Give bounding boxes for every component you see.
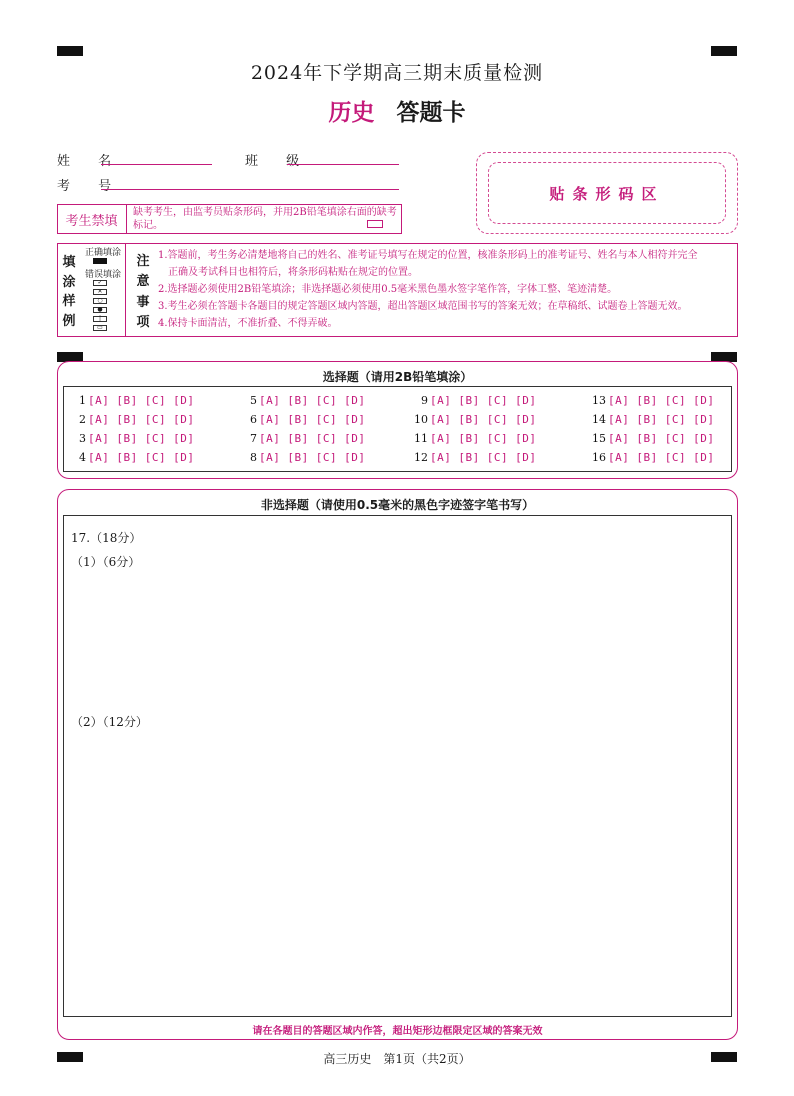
fill-example-title [57, 243, 81, 337]
answer-bubble-a[interactable]: [A] [430, 394, 452, 407]
answer-bubble-d[interactable]: [D] [693, 451, 715, 464]
answer-bubble-a[interactable]: [A] [608, 413, 630, 426]
note-item: 2.选择题必须使用2B铅笔填涂；非选择题必须使用0.5毫米黑色墨水签字笔作答，字体工整、笔迹清楚。 [158, 284, 618, 295]
question-number: 7 [250, 432, 257, 445]
answer-bubble-d[interactable]: [D] [515, 413, 537, 426]
answer-bubble-c[interactable]: [C] [664, 451, 687, 464]
card-name: 答题卡 [396, 99, 466, 126]
notes-title-char: 意 [136, 274, 150, 290]
question-number: 4 [79, 451, 86, 464]
answer-bubble-a[interactable]: [A] [608, 394, 630, 407]
fill-title-char: 填 [62, 255, 76, 271]
answer-bubble-a[interactable]: [A] [430, 432, 452, 445]
question-number: 13 [592, 394, 606, 407]
fill-samples [80, 243, 126, 337]
free-response-title: 非选择题（请使用0.5毫米的黑色字迹签字笔书写） [260, 498, 535, 512]
correct-fill-label: 正确填涂 [84, 248, 121, 258]
answer-bubble-c[interactable]: [C] [315, 413, 338, 426]
notes-title-char: 事 [136, 294, 150, 310]
question-row [404, 451, 544, 464]
answer-bubble-d[interactable]: [D] [344, 432, 366, 445]
question-row [582, 451, 722, 464]
note-item: 1.答题前，考生务必清楚地将自己的姓名、准考证号填写在规定的位置，核准条形码上的准考证号、姓名与本人相符并完全 [158, 250, 698, 261]
answer-bubble-a[interactable]: [A] [88, 394, 110, 407]
question-number: 15 [592, 432, 606, 445]
answer-bubble-b[interactable]: [B] [458, 451, 480, 464]
answer-bubble-c[interactable]: [C] [315, 394, 338, 407]
question-number: 11 [414, 432, 428, 445]
notes-title [131, 243, 155, 337]
question-row [233, 451, 373, 464]
question-row [404, 394, 544, 407]
correct-fill-sample [93, 258, 107, 264]
answer-bubble-b[interactable]: [B] [458, 432, 480, 445]
answer-bubble-c[interactable]: [C] [315, 451, 338, 464]
question-number: 1 [79, 394, 86, 407]
question-number: 16 [592, 451, 606, 464]
answer-bubble-d[interactable]: [D] [515, 451, 537, 464]
question-row [62, 451, 202, 464]
answer-bubble-b[interactable]: [B] [116, 394, 138, 407]
question-row [582, 413, 722, 426]
answer-bubble-b[interactable]: [B] [287, 413, 309, 426]
answer-bubble-d[interactable]: [D] [173, 394, 195, 407]
answer-bubble-b[interactable]: [B] [636, 432, 658, 445]
question-row [404, 413, 544, 426]
question-row [62, 413, 202, 426]
answer-bubble-c[interactable]: [C] [486, 451, 509, 464]
answer-bubble-d[interactable]: [D] [173, 432, 195, 445]
answer-bubble-d[interactable]: [D] [515, 432, 537, 445]
answer-bubble-d[interactable]: [D] [693, 432, 715, 445]
answer-bubble-b[interactable]: [B] [636, 451, 658, 464]
answer-bubble-b[interactable]: [B] [116, 413, 138, 426]
question-number: 8 [250, 451, 257, 464]
answer-bubble-b[interactable]: [B] [287, 432, 309, 445]
wrong-fill-sample-cross: ✕ [93, 289, 107, 295]
question-17-part-1: （1）（6分） [71, 555, 141, 569]
fill-title-char: 涂 [62, 274, 76, 290]
answer-bubble-b[interactable]: [B] [116, 432, 138, 445]
answer-bubble-d[interactable]: [D] [344, 413, 366, 426]
question-number: 12 [414, 451, 428, 464]
question-number: 14 [592, 413, 606, 426]
question-number: 2 [79, 413, 86, 426]
question-row [404, 432, 544, 445]
answer-bubble-c[interactable]: [C] [486, 432, 509, 445]
answer-bubble-d[interactable]: [D] [693, 394, 715, 407]
answer-bubble-a[interactable]: [A] [430, 413, 452, 426]
question-17-label: 17.（18分） [71, 531, 142, 545]
barcode-zone[interactable]: 贴条形码区 [488, 162, 726, 224]
answer-bubble-b[interactable]: [B] [636, 394, 658, 407]
wrong-fill-sample-partial: ▭ [93, 325, 107, 331]
answer-bubble-d[interactable]: [D] [515, 394, 537, 407]
question-row [62, 394, 202, 407]
fill-title-char: 例 [62, 313, 76, 329]
note-item: 4.保持卡面清洁，不准折叠、不得弄破。 [158, 318, 338, 329]
answer-bubble-b[interactable]: [B] [287, 394, 309, 407]
answer-bubble-a[interactable]: [A] [88, 432, 110, 445]
notes-list [158, 247, 736, 332]
answer-bubble-a[interactable]: [A] [259, 394, 281, 407]
exam-title: 2024年下学期高三期末质量检测 [250, 62, 544, 84]
question-number: 10 [414, 413, 428, 426]
question-row [582, 432, 722, 445]
question-17-part-2: （2）（12分） [71, 715, 148, 729]
answer-bubble-a[interactable]: [A] [259, 432, 281, 445]
question-number: 3 [79, 432, 86, 445]
question-number: 5 [250, 394, 257, 407]
question-row [582, 394, 722, 407]
answer-bubble-d[interactable]: [D] [173, 451, 195, 464]
note-item: 3.考生必须在答题卡各题目的规定答题区域内答题，超出答题区域范围书写的答案无效；在草稿纸、试题卷上答题无效。 [158, 301, 688, 312]
wrong-fill-sample-check: ✓ [93, 280, 107, 286]
answer-bubble-c[interactable]: [C] [664, 432, 687, 445]
answer-bubble-b[interactable]: [B] [287, 451, 309, 464]
multiple-choice-title: 选择题（请用2B铅笔填涂） [322, 370, 473, 384]
answer-area-warning: 请在各题目的答题区域内作答，超出矩形边框限定区域的答案无效 [252, 1026, 543, 1037]
answer-area[interactable] [63, 515, 732, 1017]
answer-bubble-b[interactable]: [B] [458, 413, 480, 426]
wrong-fill-sample-line: | [93, 316, 107, 322]
name-field[interactable] [101, 164, 212, 165]
answer-bubble-b[interactable]: [B] [636, 413, 658, 426]
answer-bubble-a[interactable]: [A] [608, 432, 630, 445]
question-row [233, 432, 373, 445]
absent-label: 考生禁填 [57, 204, 127, 234]
exam-number-field[interactable] [101, 189, 399, 190]
answer-bubble-d[interactable]: [D] [693, 413, 715, 426]
answer-bubble-c[interactable]: [C] [144, 451, 167, 464]
answer-bubble-d[interactable]: [D] [344, 394, 366, 407]
answer-bubble-a[interactable]: [A] [430, 451, 452, 464]
answer-bubble-c[interactable]: [C] [315, 432, 338, 445]
question-row [233, 394, 373, 407]
answer-bubble-d[interactable]: [D] [173, 413, 195, 426]
registration-mark-top-right [711, 46, 737, 56]
card-heading [0, 94, 794, 127]
question-row [233, 413, 373, 426]
answer-bubble-c[interactable]: [C] [144, 432, 167, 445]
answer-bubble-c[interactable]: [C] [664, 413, 687, 426]
note-item: 正确及考试科目也相符后，将条形码粘贴在规定的位置。 [168, 267, 418, 278]
answer-bubble-b[interactable]: [B] [116, 451, 138, 464]
class-label: 班 级 [245, 154, 312, 169]
wrong-fill-label: 错误填涂 [84, 270, 121, 280]
notes-title-char: 项 [136, 315, 150, 331]
answer-bubble-c[interactable]: [C] [486, 394, 509, 407]
absent-mark-box[interactable] [367, 220, 383, 228]
answer-bubble-a[interactable]: [A] [88, 451, 110, 464]
subject-name: 历史 [328, 99, 375, 126]
absent-instructions: 缺考考生，由监考员贴条形码，并用2B铅笔填涂右面的缺考标记。 [133, 207, 397, 231]
notes-title-char: 注 [136, 253, 150, 269]
answer-bubble-d[interactable]: [D] [344, 451, 366, 464]
answer-bubble-a[interactable]: [A] [608, 451, 630, 464]
answer-bubble-b[interactable]: [B] [458, 394, 480, 407]
name-label: 姓 名 [57, 154, 124, 169]
answer-bubble-c[interactable]: [C] [486, 413, 509, 426]
question-number: 6 [250, 413, 257, 426]
wrong-fill-sample-circle: ○ [93, 298, 107, 304]
answer-bubble-a[interactable]: [A] [88, 413, 110, 426]
registration-mark-top-left [57, 46, 83, 56]
wrong-fill-sample-dot: ● [93, 307, 107, 313]
answer-bubble-c[interactable]: [C] [144, 413, 167, 426]
answer-bubble-a[interactable]: [A] [259, 413, 281, 426]
class-field[interactable] [287, 164, 399, 165]
page-footer: 高三历史 第1页（共2页） [323, 1052, 471, 1066]
answer-bubble-a[interactable]: [A] [259, 451, 281, 464]
question-row [62, 432, 202, 445]
exam-number-label: 考 号 [57, 179, 124, 194]
fill-title-char: 样 [62, 294, 76, 310]
answer-bubble-c[interactable]: [C] [664, 394, 687, 407]
answer-bubble-c[interactable]: [C] [144, 394, 167, 407]
question-number: 9 [421, 394, 428, 407]
